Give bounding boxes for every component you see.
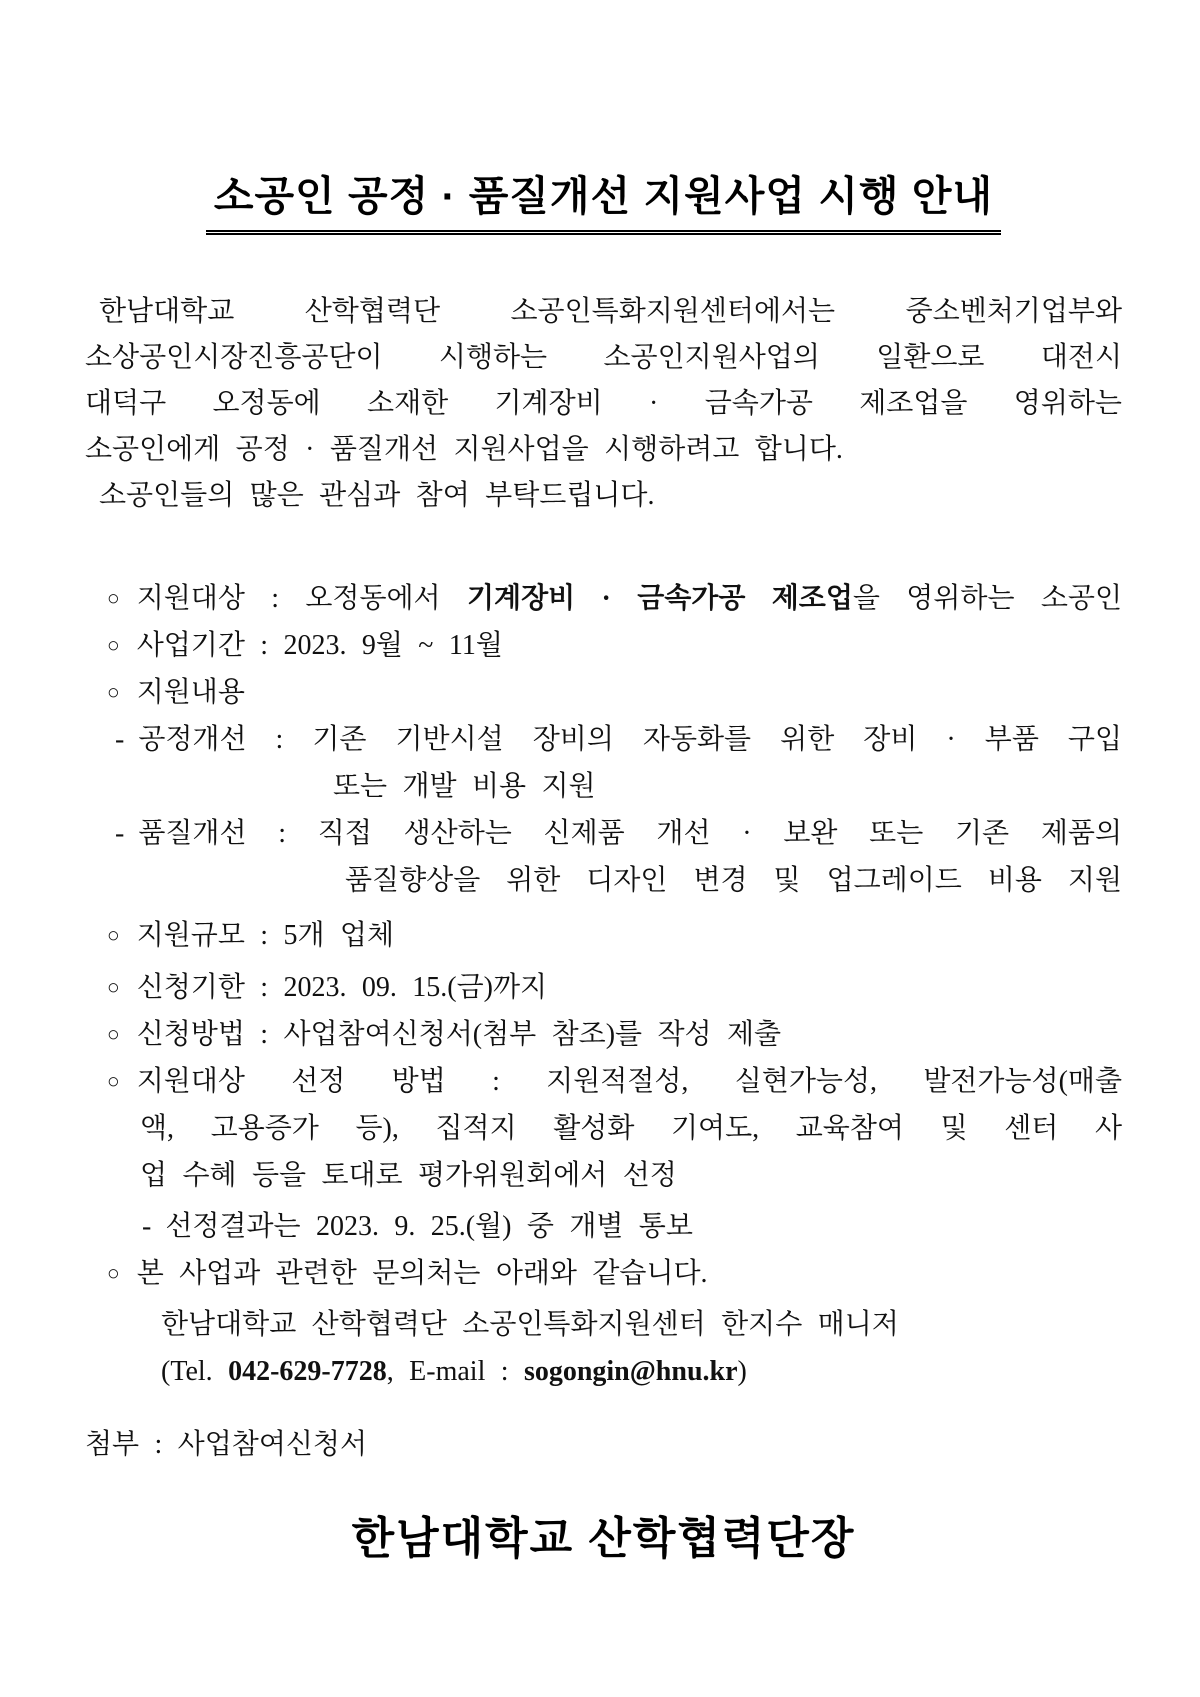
circle-bullet-icon: ○: [107, 923, 120, 948]
issuer-signature: 한남대학교 산학협력단장: [351, 1514, 856, 1564]
bullet-application-deadline: [85, 964, 1122, 1011]
sub-item-selection-result: [85, 1203, 1122, 1250]
circle-bullet-icon: ○: [107, 1069, 120, 1094]
email-address: sogongin@hnu.kr: [523, 1356, 738, 1388]
intro-line-3: 대덕구 오정동에 소재한 기계장비 · 금속가공 제조업을 영위하는: [85, 388, 1122, 420]
bullet-support-target: [85, 575, 1122, 622]
intro-line-1: 한남대학교 산학협력단 소공인특화지원센터에서는 중소벤처기업부와: [99, 296, 1122, 328]
dash-bullet-icon: -: [115, 724, 125, 756]
email-label: , E-mail :: [386, 1356, 524, 1388]
sub-item-process-improvement: [85, 716, 1122, 763]
bullet-list: [85, 575, 1122, 1395]
sub-item-quality-improvement: [85, 810, 1122, 857]
inquiry-contact-detail: [85, 1348, 1122, 1395]
intro-line-5: 소공인들의 많은 관심과 참여 부탁드립니다.: [99, 480, 655, 512]
selection-method-text: 지원대상 선정 방법 : 지원적절성, 실현가능성, 발전가능성(매출: [136, 1066, 1122, 1098]
dash-bullet-icon: -: [115, 818, 125, 850]
selection-result-text: 선정결과는 2023. 9. 25.(월) 중 개별 통보: [165, 1211, 693, 1243]
intro-line-2: 소상공인시장진흥공단이 시행하는 소공인지원사업의 일환으로 대전시: [85, 342, 1122, 374]
circle-bullet-icon: ○: [107, 680, 120, 705]
application-deadline-text: 신청기한 : 2023. 09. 15.(금)까지: [136, 972, 548, 1004]
support-content-label: 지원내용: [136, 677, 245, 709]
selection-method-continuation-2: 업 수혜 등을 토대로 평가위원회에서 선정: [140, 1160, 677, 1192]
intro-line-4: 소공인에게 공정 · 품질개선 지원사업을 시행하려고 합니다.: [85, 434, 843, 466]
circle-bullet-icon: ○: [107, 633, 120, 658]
contact-close-paren: ): [737, 1356, 747, 1388]
bullet-inquiry: [85, 1250, 1122, 1297]
bullet-application-method: [85, 1011, 1122, 1058]
dash-bullet-icon: -: [142, 1211, 152, 1243]
quality-improvement-continuation: 품질향상을 위한 디자인 변경 및 업그레이드 비용 지원: [345, 865, 1122, 897]
bullet-business-period: [85, 622, 1122, 669]
inquiry-intro-text: 본 사업과 관련한 문의처는 아래와 같습니다.: [136, 1258, 708, 1290]
bullet-support-content: [85, 669, 1122, 716]
tel-label: (Tel.: [161, 1356, 229, 1388]
process-improvement-text: 공정개선 : 기존 기반시설 장비의 자동화를 위한 장비 · 부품 구입: [138, 724, 1122, 756]
circle-bullet-icon: ○: [107, 1022, 120, 1047]
support-target-prefix: 지원대상 : 오정동에서: [136, 583, 467, 615]
support-scale-text: 지원규모 : 5개 업체: [136, 920, 395, 952]
business-period-text: 사업기간 : 2023. 9월 ~ 11월: [136, 630, 503, 662]
title-block: [85, 146, 1122, 262]
phone-number: 042-629-7728: [228, 1356, 387, 1388]
support-target-emphasis: 기계장비 · 금속가공 제조업: [466, 583, 853, 615]
intro-paragraph: [85, 289, 1122, 519]
bullet-selection-method: [85, 1058, 1122, 1105]
quality-improvement-text: 품질개선 : 직접 생산하는 신제품 개선 · 보완 또는 기존 제품의: [138, 818, 1122, 850]
attachment-note: 첨부 : 사업참여신청서: [85, 1429, 368, 1461]
application-method-text: 신청방법 : 사업참여신청서(첨부 참조)를 작성 제출: [136, 1019, 782, 1051]
signature-block: [85, 1502, 1122, 1566]
circle-bullet-icon: ○: [107, 1261, 120, 1286]
circle-bullet-icon: ○: [107, 975, 120, 1000]
process-improvement-continuation: 또는 개발 비용 지원: [333, 771, 596, 803]
selection-method-continuation-1: 액, 고용증가 등), 집적지 활성화 기여도, 교육참여 및 센터 사: [140, 1113, 1122, 1145]
bullet-support-scale: [85, 912, 1122, 959]
document-content: [0, 146, 1200, 1566]
page-title: 소공인 공정 · 품질개선 지원사업 시행 안내: [206, 173, 1001, 234]
circle-bullet-icon: ○: [107, 586, 120, 611]
support-target-suffix: 을 영위하는 소공인: [852, 583, 1122, 615]
inquiry-contact-person: 한남대학교 산학협력단 소공인특화지원센터 한지수 매니저: [161, 1309, 899, 1341]
